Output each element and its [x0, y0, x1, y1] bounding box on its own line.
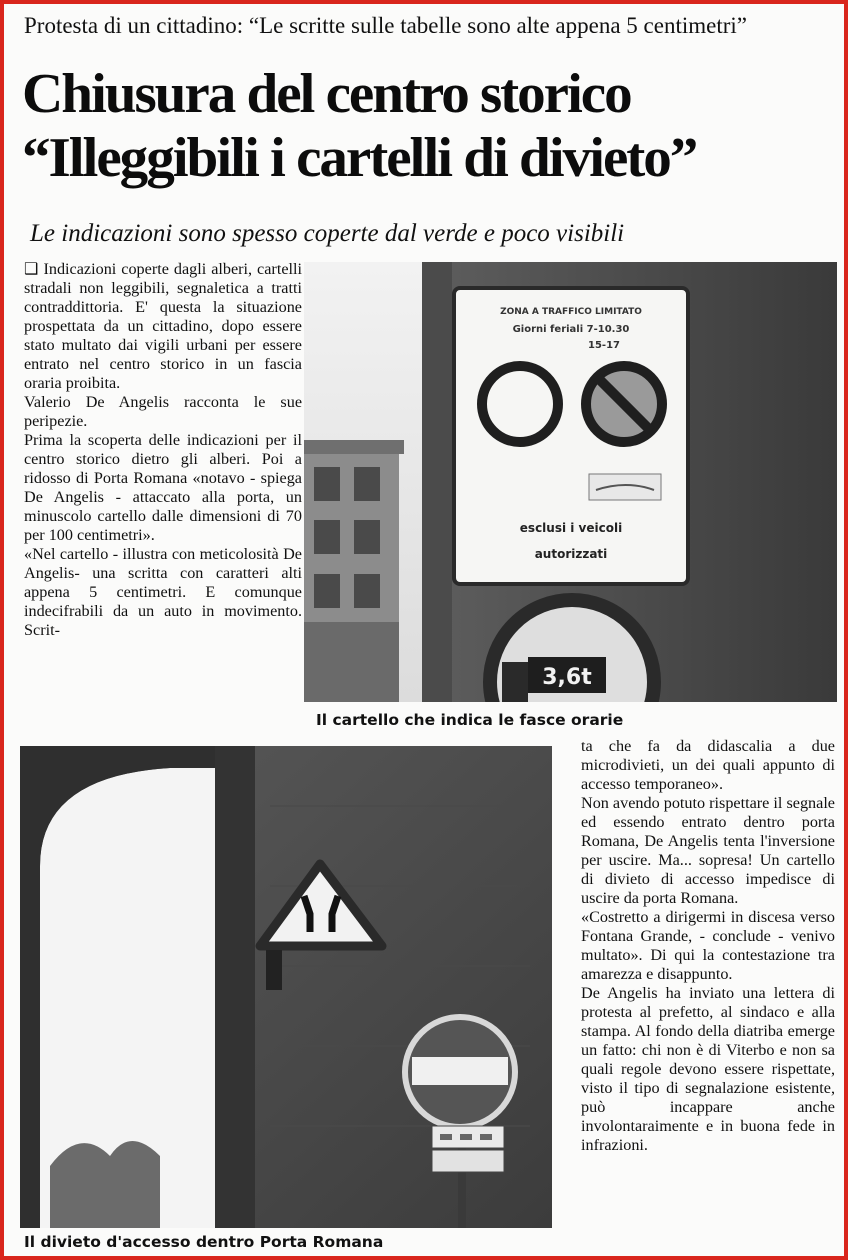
- photo-porta-romana: [20, 746, 552, 1228]
- body-paragraph: «Costretto a dirigermi in discesa verso Fontana Grande, - conclude - venivo multato». Di qui la contestazione tra amarezza e disappunto.: [581, 908, 835, 983]
- headline-line-1: Chiusura del centro storico: [22, 63, 631, 125]
- sign-bottom-1: esclusi i veicoli: [519, 521, 623, 535]
- photo-caption-top: Il cartello che indica le fasce orarie: [316, 711, 624, 729]
- sign-line-3: 15-17: [588, 340, 620, 351]
- headline-line-2: “Illeggibili i cartelli di divieto”: [22, 127, 697, 189]
- body-column-left: [24, 260, 302, 730]
- sign-bottom-2: autorizzati: [534, 547, 608, 561]
- photo-porta-romana-image: [20, 746, 552, 1228]
- body-paragraph: De Angelis ha inviato una lettera di protesta al prefetto, al sindaco e alla stampa. Al fondo della diatriba emerge un fatto: chi non è di Viterbo e non sa quali regole devono essere rispettate, visto il tipo di segnalazione esistente, può incappare anche involontaraimente e in buona fede in infrazioni.: [581, 984, 835, 1154]
- article-subhead: Le indicazioni sono spesso coperte dal verde e poco visibili: [30, 220, 625, 247]
- photo-traffic-sign: [304, 262, 837, 702]
- weight-limit-label: 3,6t: [542, 665, 592, 690]
- body-paragraph: Non avendo potuto rispettare il segnale ed essendo entrato dentro porta Romana, De Angelis tenta l'inversione per uscire. Ma... sopresa! Un cartello di divieto di accesso impedisce di uscire da porta Romana.: [581, 794, 835, 907]
- article-kicker: Protesta di un cittadino: “Le scritte sulle tabelle sono alte appena 5 centimetri”: [24, 13, 747, 38]
- body-column-right: [581, 737, 835, 1249]
- article-headline: [22, 62, 848, 190]
- body-paragraph: ❑ Indicazioni coperte dagli alberi, cartelli stradali non leggibili, segnaletica a tratti contraddittoria. E' questa la situazione prospettata da un cittadino, dopo essere stato multato dai vigili urbani per essere entrato nel centro storico in un fascia oraria proibita.: [24, 260, 302, 392]
- sign-line-1: ZONA A TRAFFICO LIMITATO: [500, 307, 642, 317]
- photo-traffic-sign-image: [304, 262, 837, 702]
- body-paragraph: «Nel cartello - illustra con meticolosità De Angelis- una scritta con caratteri alti appena 5 centimetri. E comunque indecifrabili da un auto in movimento. Scrit-: [24, 545, 302, 639]
- photo-caption-bottom: Il divieto d'accesso dentro Porta Romana: [24, 1233, 384, 1251]
- sign-line-2: Giorni feriali 7-10.30: [512, 324, 630, 335]
- body-paragraph: Valerio De Angelis racconta le sue peripezie.: [24, 393, 302, 430]
- body-paragraph: Prima la scoperta delle indicazioni per il centro storico dietro gli alberi. Poi a ridosso di Porta Romana «notavo - spiega De Angelis - attaccato alla porta, un minuscolo cartello dalle dimensioni di 70 per 100 centimetri».: [24, 431, 302, 544]
- body-paragraph: ta che fa da didascalia a due microdivieti, un dei quali appunto di accesso temporaneo».: [581, 737, 835, 793]
